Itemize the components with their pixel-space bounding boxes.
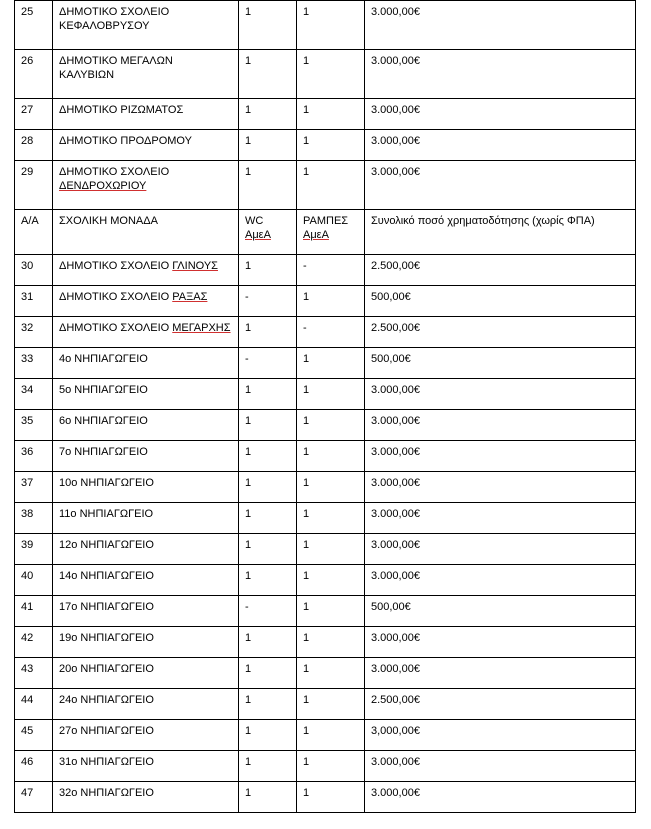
- table-row: [15, 317, 636, 348]
- table-header-row: [15, 210, 636, 255]
- cell-total: 3.000,00€: [365, 503, 636, 534]
- school-funding-table: [14, 0, 636, 813]
- cell-total: 3.000,00€: [365, 782, 636, 813]
- cell-aa: 43: [15, 658, 53, 689]
- cell-ramp: 1: [297, 534, 365, 565]
- cell-school-unit: [53, 50, 239, 99]
- cell-aa: 26: [15, 50, 53, 99]
- cell-total: 3.000,00€: [365, 410, 636, 441]
- cell-wc: 1: [239, 441, 297, 472]
- cell-ramp: 1: [297, 751, 365, 782]
- cell-ramp: 1: [297, 379, 365, 410]
- cell-aa: 39: [15, 534, 53, 565]
- cell-aa: 42: [15, 627, 53, 658]
- cell-ramp: 1: [297, 720, 365, 751]
- cell-wc: 1: [239, 782, 297, 813]
- cell-ramp: 1: [297, 161, 365, 210]
- cell-total: 3.000,00€: [365, 379, 636, 410]
- cell-wc: 1: [239, 534, 297, 565]
- cell-wc: 1: [239, 50, 297, 99]
- cell-aa: 35: [15, 410, 53, 441]
- cell-aa: 33: [15, 348, 53, 379]
- cell-ramp: 1: [297, 50, 365, 99]
- cell-school-unit: 4ο ΝΗΠΙΑΓΩΓΕΙΟ: [53, 348, 239, 379]
- cell-aa: 34: [15, 379, 53, 410]
- table-row: [15, 689, 636, 720]
- cell-total: 3.000,00€: [365, 99, 636, 130]
- cell-total: 3.000,00€: [365, 565, 636, 596]
- cell-wc: 1: [239, 161, 297, 210]
- cell-wc: -: [239, 348, 297, 379]
- cell-wc: 1: [239, 99, 297, 130]
- table-row: [15, 255, 636, 286]
- cell-aa: 45: [15, 720, 53, 751]
- cell-wc: 1: [239, 720, 297, 751]
- cell-total: 3.000,00€: [365, 658, 636, 689]
- cell-total: 500,00€: [365, 596, 636, 627]
- cell-ramp: 1: [297, 627, 365, 658]
- table-row: [15, 534, 636, 565]
- table-row: [15, 441, 636, 472]
- cell-total: 3.000,00€: [365, 627, 636, 658]
- cell-total: 2.500,00€: [365, 317, 636, 348]
- cell-ramp: 1: [297, 472, 365, 503]
- cell-aa: 27: [15, 99, 53, 130]
- cell-ramp: 1: [297, 565, 365, 596]
- table-row: [15, 658, 636, 689]
- table-row: [15, 379, 636, 410]
- cell-wc: -: [239, 596, 297, 627]
- cell-total: 3,000,00€: [365, 720, 636, 751]
- cell-wc: 1: [239, 627, 297, 658]
- cell-aa: 37: [15, 472, 53, 503]
- table-row: [15, 720, 636, 751]
- table-row: [15, 503, 636, 534]
- cell-ramp: 1: [297, 441, 365, 472]
- header-wc-line-1: WC: [245, 215, 264, 227]
- cell-total: 500,00€: [365, 286, 636, 317]
- table-row: [15, 348, 636, 379]
- cell-school-unit: 20ο ΝΗΠΙΑΓΩΓΕΙΟ: [53, 658, 239, 689]
- cell-ramp: 1: [297, 689, 365, 720]
- cell-wc: 1: [239, 658, 297, 689]
- cell-aa: 41: [15, 596, 53, 627]
- table-row: [15, 596, 636, 627]
- cell-aa: 38: [15, 503, 53, 534]
- cell-ramp: 1: [297, 348, 365, 379]
- cell-school-unit: 32ο ΝΗΠΙΑΓΩΓΕΙΟ: [53, 782, 239, 813]
- cell-aa: 25: [15, 1, 53, 50]
- unit-line-2: ΚΕΦΑΛΟΒΡΥΣΟΥ: [59, 19, 150, 32]
- table-row: [15, 565, 636, 596]
- cell-wc: 1: [239, 255, 297, 286]
- table-row: [15, 99, 636, 130]
- header-total: Συνολικό ποσό χρηματοδότησης (χωρίς ΦΠΑ): [365, 210, 636, 255]
- cell-total: 2.500,00€: [365, 689, 636, 720]
- table-row: [15, 410, 636, 441]
- cell-wc: 1: [239, 130, 297, 161]
- cell-aa: 46: [15, 751, 53, 782]
- header-ramp-line-1: ΡΑΜΠΕΣ: [303, 215, 349, 227]
- header-school-unit: ΣΧΟΛΙΚΗ ΜΟΝΑΔΑ: [53, 210, 239, 255]
- cell-total: 3.000,00€: [365, 751, 636, 782]
- cell-aa: 36: [15, 441, 53, 472]
- cell-school-unit: 17ο ΝΗΠΙΑΓΩΓΕΙΟ: [53, 596, 239, 627]
- cell-ramp: 1: [297, 1, 365, 50]
- table-row: [15, 782, 636, 813]
- unit-line-1: ΔΗΜΟΤΙΚΟ ΣΧΟΛΕΙΟ: [59, 6, 170, 18]
- table-row: [15, 1, 636, 50]
- cell-school-unit: 31ο ΝΗΠΙΑΓΩΓΕΙΟ: [53, 751, 239, 782]
- cell-school-unit: ΔΗΜΟΤΙΚΟ ΠΡΟΔΡΟΜΟΥ: [53, 130, 239, 161]
- cell-ramp: -: [297, 255, 365, 286]
- table-body: [15, 1, 636, 813]
- cell-aa: 29: [15, 161, 53, 210]
- cell-ramp: -: [297, 317, 365, 348]
- cell-school-unit: ΔΗΜΟΤΙΚΟ ΣΧΟΛΕΙΟ ΡΑΞΑΣ: [53, 286, 239, 317]
- cell-ramp: 1: [297, 99, 365, 130]
- unit-line-1: ΔΗΜΟΤΙΚΟ ΣΧΟΛΕΙΟ: [59, 166, 170, 178]
- cell-total: 3.000,00€: [365, 441, 636, 472]
- cell-aa: 32: [15, 317, 53, 348]
- cell-wc: 1: [239, 410, 297, 441]
- cell-total: 3.000,00€: [365, 130, 636, 161]
- cell-school-unit: 5ο ΝΗΠΙΑΓΩΓΕΙΟ: [53, 379, 239, 410]
- cell-ramp: 1: [297, 130, 365, 161]
- cell-aa: 31: [15, 286, 53, 317]
- header-ramp: [297, 210, 365, 255]
- header-wc-line-2: ΑμεΑ: [245, 228, 271, 241]
- cell-wc: 1: [239, 503, 297, 534]
- table-row: [15, 50, 636, 99]
- cell-school-unit: [53, 1, 239, 50]
- cell-wc: 1: [239, 472, 297, 503]
- cell-wc: 1: [239, 689, 297, 720]
- table-row: [15, 130, 636, 161]
- cell-ramp: 1: [297, 658, 365, 689]
- cell-wc: 1: [239, 1, 297, 50]
- cell-school-unit: 24ο ΝΗΠΙΑΓΩΓΕΙΟ: [53, 689, 239, 720]
- cell-wc: 1: [239, 317, 297, 348]
- cell-aa: 47: [15, 782, 53, 813]
- cell-total: 2.500,00€: [365, 255, 636, 286]
- unit-line-2: ΔΕΝΔΡΟΧΩΡΙΟΥ: [59, 179, 147, 192]
- header-ramp-line-2: ΑμεΑ: [303, 228, 329, 241]
- cell-school-unit: 14ο ΝΗΠΙΑΓΩΓΕΙΟ: [53, 565, 239, 596]
- cell-school-unit: 7ο ΝΗΠΙΑΓΩΓΕΙΟ: [53, 441, 239, 472]
- cell-total: 3.000,00€: [365, 472, 636, 503]
- cell-wc: 1: [239, 565, 297, 596]
- cell-school-unit: 19ο ΝΗΠΙΑΓΩΓΕΙΟ: [53, 627, 239, 658]
- cell-total: 3.000,00€: [365, 534, 636, 565]
- cell-ramp: 1: [297, 410, 365, 441]
- cell-school-unit: ΔΗΜΟΤΙΚΟ ΡΙΖΩΜΑΤΟΣ: [53, 99, 239, 130]
- cell-aa: 44: [15, 689, 53, 720]
- table-row: [15, 751, 636, 782]
- cell-total: 3.000,00€: [365, 161, 636, 210]
- cell-aa: 40: [15, 565, 53, 596]
- header-aa: Α/Α: [15, 210, 53, 255]
- cell-wc: 1: [239, 751, 297, 782]
- cell-school-unit: 11ο ΝΗΠΙΑΓΩΓΕΙΟ: [53, 503, 239, 534]
- cell-ramp: 1: [297, 782, 365, 813]
- cell-school-unit: [53, 161, 239, 210]
- cell-school-unit: 12ο ΝΗΠΙΑΓΩΓΕΙΟ: [53, 534, 239, 565]
- unit-line-2: ΚΑΛΥΒΙΩΝ: [59, 68, 115, 81]
- cell-total: 3.000,00€: [365, 1, 636, 50]
- table-row: [15, 627, 636, 658]
- cell-total: 500,00€: [365, 348, 636, 379]
- table-row: [15, 161, 636, 210]
- table-row: [15, 472, 636, 503]
- cell-school-unit: 6ο ΝΗΠΙΑΓΩΓΕΙΟ: [53, 410, 239, 441]
- cell-total: 3.000,00€: [365, 50, 636, 99]
- header-wc: [239, 210, 297, 255]
- cell-aa: 28: [15, 130, 53, 161]
- cell-school-unit: ΔΗΜΟΤΙΚΟ ΣΧΟΛΕΙΟ ΓΛΙΝΟΥΣ: [53, 255, 239, 286]
- cell-wc: 1: [239, 379, 297, 410]
- cell-wc: -: [239, 286, 297, 317]
- cell-school-unit: 10ο ΝΗΠΙΑΓΩΓΕΙΟ: [53, 472, 239, 503]
- unit-line-1: ΔΗΜΟΤΙΚΟ ΜΕΓΑΛΩΝ: [59, 55, 173, 67]
- cell-school-unit: 27ο ΝΗΠΙΑΓΩΓΕΙΟ: [53, 720, 239, 751]
- cell-ramp: 1: [297, 503, 365, 534]
- cell-ramp: 1: [297, 596, 365, 627]
- cell-aa: 30: [15, 255, 53, 286]
- cell-school-unit: ΔΗΜΟΤΙΚΟ ΣΧΟΛΕΙΟ ΜΕΓΑΡΧΗΣ: [53, 317, 239, 348]
- table-row: [15, 286, 636, 317]
- cell-ramp: 1: [297, 286, 365, 317]
